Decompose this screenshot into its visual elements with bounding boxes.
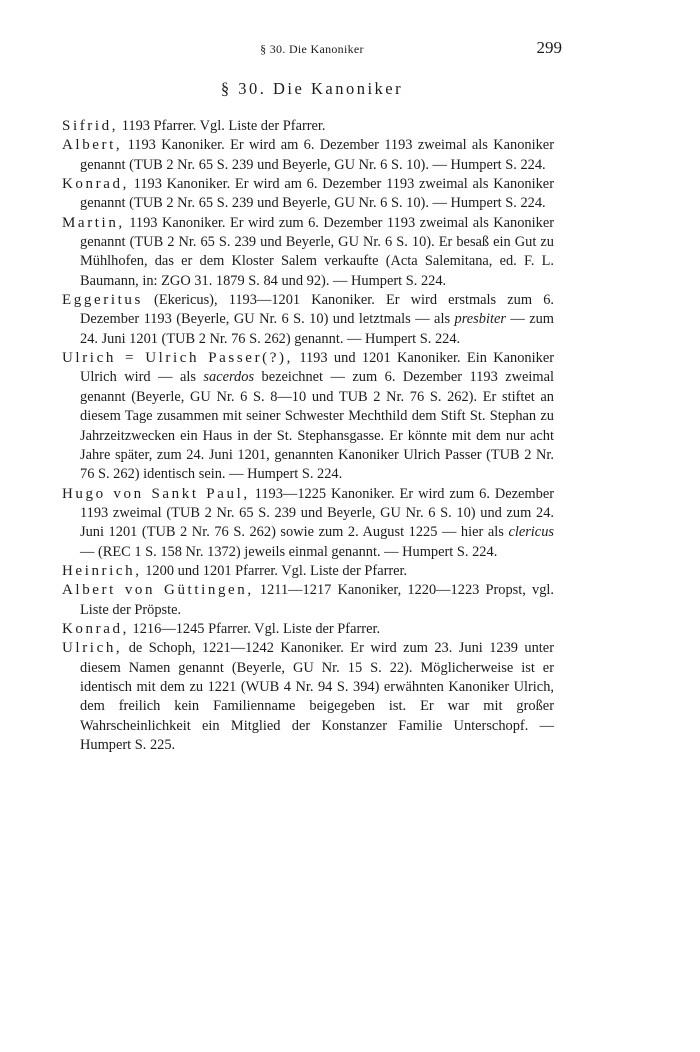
entry-name: Ulrich = Ulrich Passer(?),	[62, 350, 293, 367]
entry-text: 1211—1217 Kanoniker, 1220—1223 Propst, vgl. Liste der Pröpste.	[80, 582, 554, 618]
entry-text: bezeichnet — zum 6. Dezember 1193 zweimal genannt (Beyerle, GU Nr. 6 S. 8—10 und TUB 2 Nr. 76 S. 262). Er stiftet an diesem Tage zusammen mit seiner Schwester Mechthild dem Stift St. Stephan zu Jahrzeitzwecken ein Haus in der St. Stephansgasse. Er könnte mit dem nur acht Jahre später, zum 24. Juni 1201, genannten Kanoniker Ulrich Passer (TUB 2 Nr. 76 S. 262) identisch sein. — Humpert S. 224.	[80, 369, 554, 483]
entry-name: Konrad,	[62, 176, 129, 193]
entry-italic-term: presbiter	[454, 311, 506, 328]
entry-text: 1193 Kanoniker. Er wird am 6. Dezember 1193 zweimal als Kanoniker genannt (TUB 2 Nr. 65 S. 239 und Beyerle, GU Nr. 6 S. 10). — Humpert S. 224.	[80, 176, 554, 212]
entry-italic-term: clericus	[508, 524, 554, 541]
entry-italic-term: sacerdos	[203, 369, 255, 386]
entry-martin	[62, 214, 554, 291]
entry-name: Albert,	[62, 137, 123, 154]
entry-name: Heinrich,	[62, 562, 142, 579]
entry-konrad-pfarrer	[62, 620, 554, 639]
entry-text: 1193 Kanoniker. Er wird zum 6. Dezember 1193 zweimal als Kanoniker genannt (TUB 2 Nr. 65 S. 239 und Beyerle, GU Nr. 6 S. 10). Er besaß ein Gut zu Mühlhofen, das er dem Kloster Salem verkaufte (Acta Salemitana, ed. F. L. Baumann, in: ZGO 31. 1879 S. 84 und 92). — Humpert S. 224.	[80, 214, 554, 289]
entry-heinrich	[62, 562, 554, 581]
entry-ulrich-de-schoph	[62, 639, 554, 755]
entry-text: 1193 Pfarrer. Vgl. Liste der Pfarrer.	[118, 118, 326, 134]
entry-name: Albert von Güttingen,	[62, 582, 254, 599]
entry-name: Ulrich,	[62, 640, 123, 657]
running-head	[62, 38, 562, 62]
entry-albert	[62, 136, 554, 175]
entry-list	[62, 117, 554, 755]
entry-text: (Ekericus), 1193—1201 Kanoniker. Er wird erstmals zum 6. Dezember 1193 (Beyerle, GU Nr. 6 S. 10) und letztmals — als	[80, 292, 554, 328]
entry-text: 1216—1245 Pfarrer. Vgl. Liste der Pfarrer.	[128, 620, 381, 637]
entry-albert-von-guettingen	[62, 581, 554, 620]
page-number: 299	[536, 38, 562, 57]
entry-ulrich-passer	[62, 349, 554, 484]
running-title: § 30. Die Kanoniker	[260, 42, 364, 56]
entry-text: 1193—1225 Kanoniker. Er wird zum 6. Dezember 1193 zweimal (TUB 2 Nr. 65 S. 239 und Beyerle, GU Nr. 6 S. 10) und zum 24. Juni 1201 (TUB 2 Nr. 76 S. 262) sowie zum 2. August 1225 — hier als	[80, 485, 555, 541]
entry-konrad	[62, 175, 554, 214]
entry-text: de Schoph, 1221—1242 Kanoniker. Er wird zum 23. Juni 1239 unter diesem Namen genannt (Beyerle, GU Nr. 15 S. 22). Möglicherweise ist er identisch mit dem zu 1221 (WUB 4 Nr. 94 S. 394) erwähnten Kanoniker Ulrich, dem freilich kein Familienname beigegeben ist. Er war mit großer Wahrscheinlichkeit ein Mitglied der Konstanzer Familie Unterschopf. — Humpert S. 225.	[80, 640, 554, 753]
entry-text: 1193 und 1201 Kanoniker. Ein Kanoniker Ulrich wird — als	[80, 350, 554, 386]
entry-name: Sifrid,	[62, 118, 119, 134]
entry-hugo-von-sankt-paul	[62, 485, 554, 562]
entry-text: 1200 und 1201 Pfarrer. Vgl. Liste der Pfarrer.	[141, 562, 408, 579]
entry-name: Eggeritus	[62, 292, 143, 309]
entry-text: — zum 24. Juni 1201 (TUB 2 Nr. 76 S. 262) genannt. — Humpert S. 224.	[80, 311, 554, 347]
entry-text: — (REC 1 S. 158 Nr. 1372) jeweils einmal genannt. — Humpert S. 224.	[80, 543, 498, 560]
entry-eggeritus	[62, 291, 554, 349]
entry-name: Konrad,	[62, 620, 129, 637]
section-heading: § 30. Die Kanoniker	[220, 79, 404, 98]
entry-name: Hugo von Sankt Paul,	[62, 485, 250, 502]
entry-text: 1193 Kanoniker. Er wird am 6. Dezember 1193 zweimal als Kanoniker genannt (TUB 2 Nr. 65 S. 239 und Beyerle, GU Nr. 6 S. 10). — Humpert S. 224.	[80, 137, 554, 173]
entry-name: Martin,	[62, 214, 125, 231]
entry-sifrid	[62, 117, 554, 136]
